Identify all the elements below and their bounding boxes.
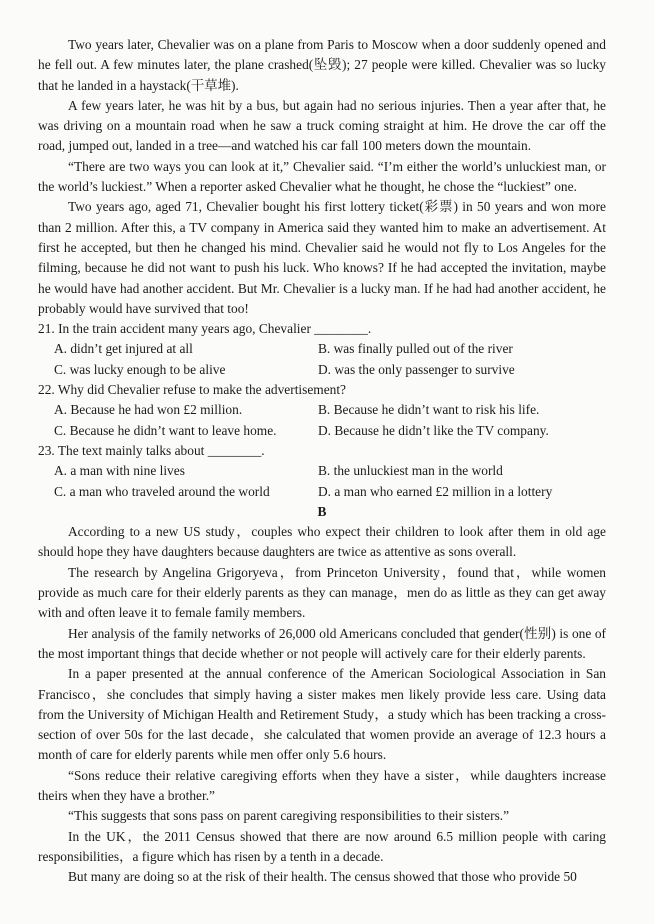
question-options [38, 339, 606, 380]
passage-b [38, 522, 606, 887]
question-23 [38, 441, 606, 502]
question-stem: 21. In the train accident many years ago, Chevalier ________. [38, 321, 372, 337]
passage-a [38, 35, 606, 319]
passage-b-paragraph: In the UK，the 2011 Census showed that there are now around 6.5 million people with caring responsibilities，a figure which has risen by a tenth in a decade. [38, 828, 606, 864]
option-b: B. was finally pulled out of the river [318, 341, 513, 357]
option-b: B. the unluckiest man in the world [318, 463, 503, 479]
passage-a-paragraph: “There are two ways you can look at it,” Chevalier said. “I’m either the world’s unluckiest man, or the world’s luckiest.” When a reporter asked Chevalier what he thought, he chose the “luckiest” one. [38, 158, 606, 195]
question-options [38, 400, 606, 441]
passage-b-paragraph: In a paper presented at the annual conference of the American Sociological Association in San Francisco，she concludes that simply having a sister makes men likely provide less care. Using data from the University of Michigan Health and Retirement Study，a study which has been tracking a cross-section of over 50s for the last decade，she calculated that women provide an average of 12.3 hours a month of care for elderly parents while men offer only 5.6 hours. [38, 666, 606, 763]
question-stem: 23. The text mainly talks about ________. [38, 442, 265, 458]
option-a: A. Because he had won £2 million. [54, 402, 243, 418]
passage-b-paragraph: But many are doing so at the risk of their health. The census showed that those who provide 50 [68, 869, 577, 885]
passage-b-paragraph: “Sons reduce their relative caregiving efforts when they have a sister，while daughters increase theirs when they have a brother.” [38, 767, 606, 803]
passage-b-paragraph: “This suggests that sons pass on parent caregiving responsibilities to their sisters.” [68, 808, 510, 824]
option-c: C. Because he didn’t want to leave home. [54, 422, 277, 438]
option-a: A. a man with nine lives [54, 463, 185, 479]
passage-b-paragraph: Her analysis of the family networks of 26,000 old Americans concluded that gender(性别) is one of the most important things that decide whether or not people will actively care for their elderly parents. [38, 625, 606, 661]
section-b-heading: B [317, 503, 327, 519]
question-options [38, 461, 606, 502]
question-21 [38, 319, 606, 380]
option-c: C. a man who traveled around the world [54, 483, 270, 499]
option-c: C. was lucky enough to be alive [54, 361, 226, 377]
option-d: D. was the only passenger to survive [318, 361, 515, 377]
option-d: D. Because he didn’t like the TV company. [318, 422, 549, 438]
option-b: B. Because he didn’t want to risk his life. [318, 402, 540, 418]
question-22 [38, 380, 606, 441]
passage-a-paragraph: Two years later, Chevalier was on a plane from Paris to Moscow when a door suddenly opened and he fell out. A few minutes later, the plane crashed(坠毁); 27 people were killed. Chevalier was so lucky that he landed in a haystack(干草堆). [38, 37, 606, 93]
question-stem: 22. Why did Chevalier refuse to make the advertisement? [38, 382, 347, 398]
passage-a-paragraph: A few years later, he was hit by a bus, but again had no serious injuries. Then a year after that, he was driving on a mountain road when he saw a truck coming straight at him. He drove the car off the road, jumped out, landed in a tree—and watched his car fall 100 meters down the mountain. [38, 97, 606, 154]
passage-a-paragraph: Two years ago, aged 71, Chevalier bought his first lottery ticket(彩票) in 50 years and won more than 2 million. After this, a TV company in America said they wanted him to make an advertisement. At first he accepted, but then he changed his mind. Chevalier said he would not fly to Los Angeles for the filming, because he did not want to push his luck. Who knows? If he had accepted the invitation, maybe he would have had another accident. But Mr. Chevalier is a lucky man. If he had had another accident, he probably would have survived that too! [38, 199, 606, 316]
passage-b-paragraph: According to a new US study，couples who expect their children to look after them in old age should hope they have daughters because daughters are twice as attentive as sons overall. [38, 524, 606, 560]
passage-b-paragraph: The research by Angelina Grigoryeva，from Princeton University，found that，while women provide as much care for their elderly parents as they can manage，men do as little as they can get away with and often leave it to female family members. [38, 564, 606, 621]
option-a: A. didn’t get injured at all [54, 341, 193, 357]
option-d: D. a man who earned £2 million in a lottery [318, 483, 553, 499]
